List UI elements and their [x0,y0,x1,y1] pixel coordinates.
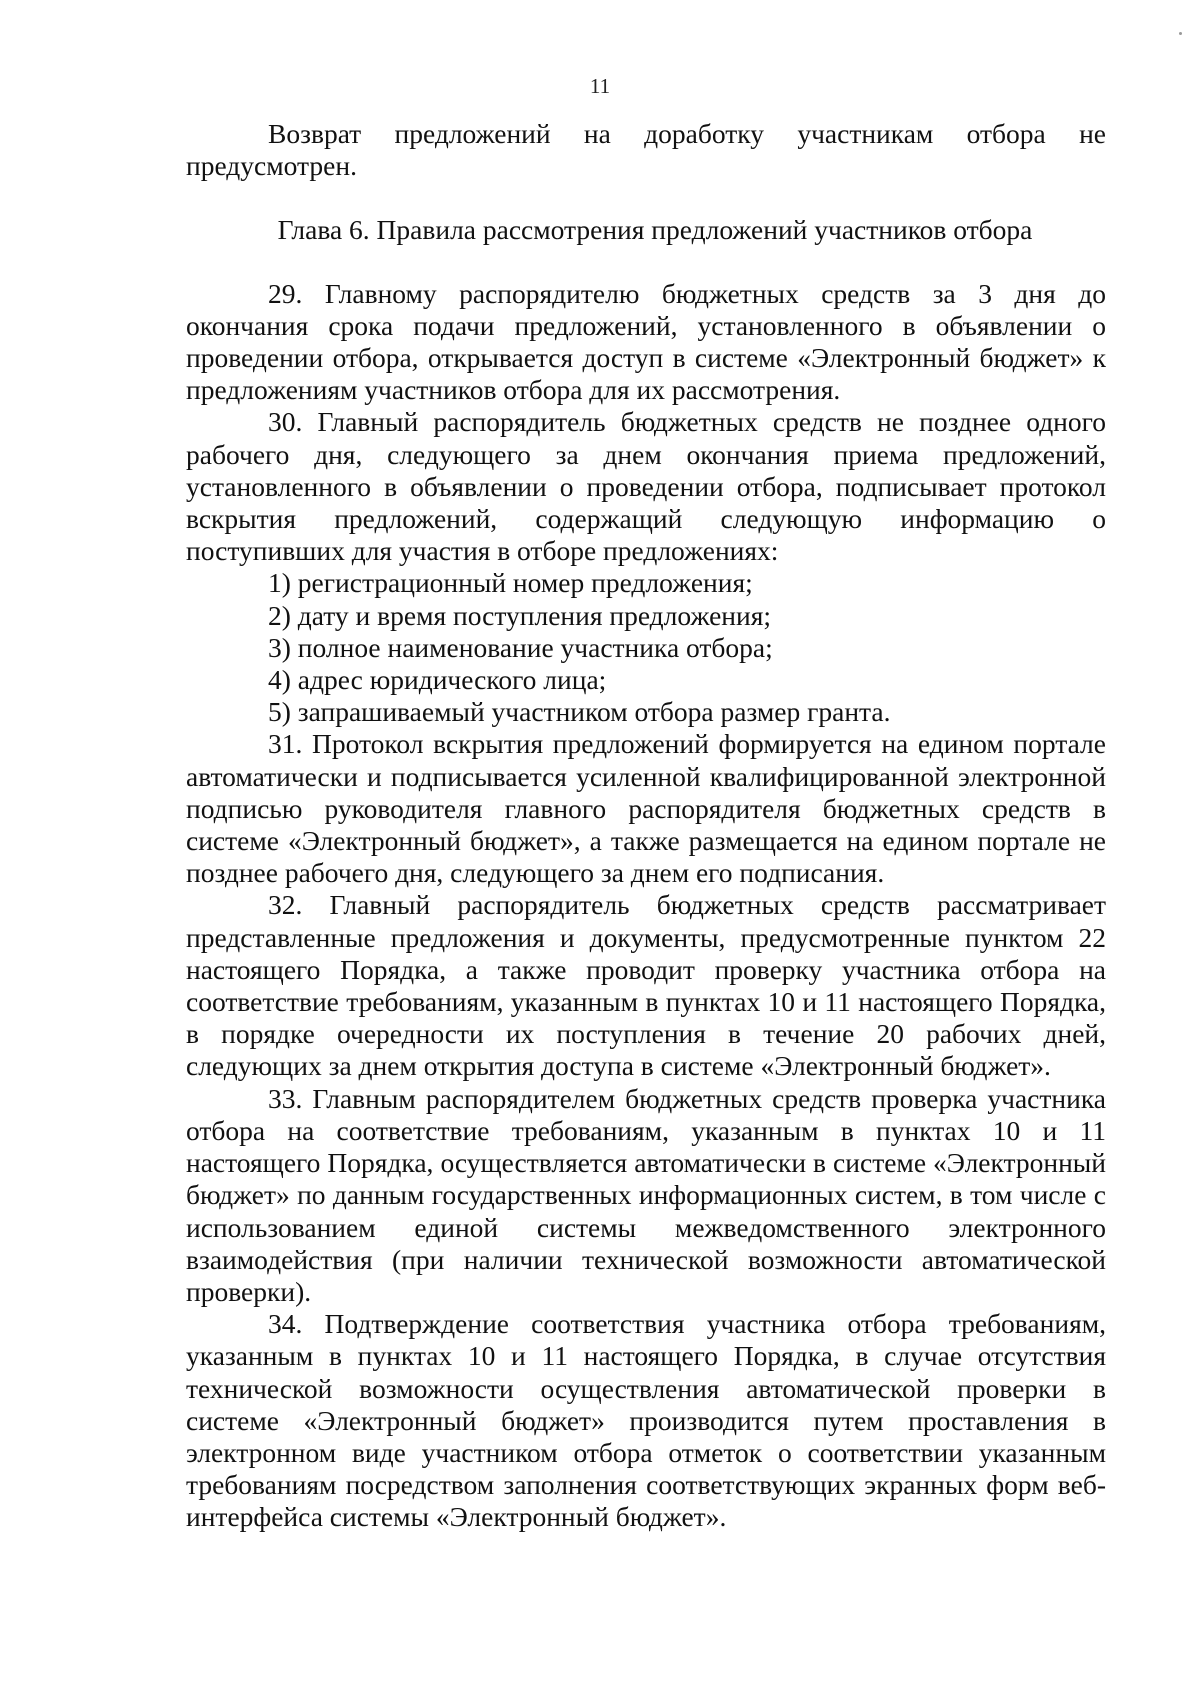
list-item-4: 4) адрес юридического лица; [268,664,607,696]
intro-paragraph: Возврат предложений на доработку участникам отбора не предусмотрен. [186,118,1106,182]
list-item-1: 1) регистрационный номер предложения; [268,567,753,599]
list-item-2: 2) дату и время поступления предложения; [268,599,772,631]
paragraph-29: 29. Главному распорядителю бюджетных средств за 3 дня до окончания срока подачи предложений, установленного в объявлении о проведении отбора, открывается доступ в системе «Электронный бюджет» к предложениям участников отбора для их рассмотрения. [186,277,1106,406]
chapter-title: Глава 6. Правила рассмотрения предложений участников отбора [277,214,1033,246]
scan-speck [1179,32,1182,35]
paragraph-34: 34. Подтверждение соответствия участника отбора требованиям, указанным в пунктах 10 и 11 настоящего Порядка, в случае отсутствия технической возможности осуществления автоматической проверки в системе «Электронный бюджет» производится путем проставления в электронном виде участником отбора отметок о соответствии указанным требованиям посредством заполнения соответствующих экранных форм веб-интерфейса системы «Электронный бюджет». [186,1308,1106,1533]
list-item-3: 3) полное наименование участника отбора; [268,631,773,663]
paragraph-30: 30. Главный распорядитель бюджетных средств не позднее одного рабочего дня, следующего за днем окончания приема предложений, установленного в объявлении о проведении отбора, подписывает протокол вскрытия предложений, содержащий следующую информацию о поступивших для участия в отборе предложениях: [186,406,1106,567]
list-item-5: 5) запрашиваемый участником отбора размер гранта. [268,696,891,728]
paragraph-31: 31. Протокол вскрытия предложений формируется на едином портале автоматически и подписывается усиленной квалифицированной электронной подписью руководителя главного распорядителя бюджетных средств в системе «Электронный бюджет», а также размещается на едином портале не позднее рабочего дня, следующего за днем его подписания. [186,728,1106,889]
paragraph-33: 33. Главным распорядителем бюджетных средств проверка участника отбора на соответствие требованиям, указанным в пунктах 10 и 11 настоящего Порядка, осуществляется автоматически в системе «Электронный бюджет» по данным государственных информационных систем, в том числе с использованием единой системы межведомственного электронного взаимодействия (при наличии технической возможности автоматической проверки). [186,1082,1106,1307]
paragraph-32: 32. Главный распорядитель бюджетных средств рассматривает представленные предложения и документы, предусмотренные пунктом 22 настоящего Порядка, а также проводит проверку участника отбора на соответствие требованиям, указанным в пунктах 10 и 11 настоящего Порядка, в порядке очередности их поступления в течение 20 рабочих дней, следующих за днем открытия доступа в системе «Электронный бюджет». [186,889,1106,1082]
document-body [186,118,1106,1534]
page-number: 11 [589,74,611,98]
